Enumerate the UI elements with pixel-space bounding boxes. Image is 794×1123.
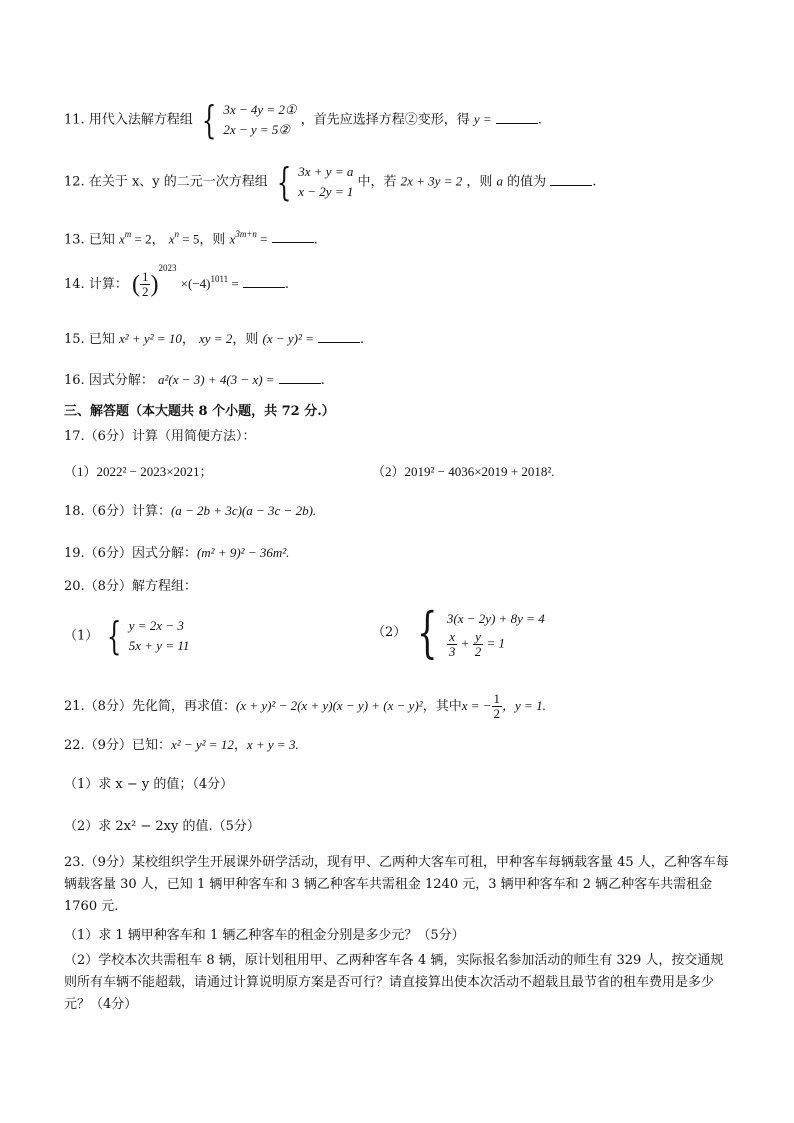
q22-sep: ， [233,738,247,753]
q16-text: 因式分解： [88,373,154,388]
q16-expr: a²(x − 3) + 4(3 − x) = [157,372,275,387]
q14-number: 14. [64,277,85,292]
q11-system: { 3x − 4y = 2① 2x − y = 5② [201,98,297,142]
q21-text2: ，其中 [422,699,462,714]
q14-mid: ×(−4) [180,276,211,291]
q20-p2-frac1-num: x [447,630,458,645]
q20-p1-eq1: y = 2x − 3 [128,618,184,633]
q18-head: 18.（6分）计算： [64,504,171,519]
q15-eq1: x² + y² = 10 [118,331,182,346]
q13-e2: x [168,231,175,247]
q20-p2-eq1: 3(x − 2y) + 8y = 4 [446,610,545,626]
q15-sep: ， [181,332,195,347]
q12-end: . [592,174,597,190]
q14-rhs: = [228,276,239,291]
q20-p1-eq2: 5x + y = 11 [128,638,190,653]
question-14: 14. 计算： ( $\frac{1}{2}$ )$^{2023} \times(-4)^{1011}$ = . [64,262,289,299]
q12-text3: ，则 [466,174,493,190]
q12-text: 在关于 x、y 的二元一次方程组 [88,174,268,190]
answer-blank[interactable] [243,273,285,288]
q20-p2-eq2: $\frac{x}{3}$ + $\frac{y}{2}$ = 1 [448,628,505,659]
q21-fraction-num: 1 [493,691,501,706]
q16-number: 16. [64,373,85,388]
q16-end: . [320,373,325,388]
q12-avar: a [496,173,504,189]
q12-number: 12. [64,174,85,190]
q12-condition: 2x + 3y = 2 [400,173,463,189]
answer-blank[interactable] [496,109,538,124]
question-20-part1 [64,616,189,656]
q13-sep: ， [151,232,165,248]
q11-tail: y = [473,111,492,127]
question-18 [64,502,316,521]
question-19 [64,544,289,563]
q20-p2-rhs: = 1 [483,634,505,650]
q20-p2-label: （2） [372,625,407,640]
q14-fraction [140,270,151,299]
q22-cond1: x² − y² = 12 [170,737,234,752]
q13-end: . [313,232,318,248]
question-15 [64,328,364,349]
question-23-head: 23.（9分）某校组织学生开展课外研学活动，现有甲、乙两种大客车可租，甲种客车每辆载客量 45 人，乙种客车每辆载客量 30 人，已知 1 辆甲种客车和 3 辆乙种客车共需租金 1240 元，3 辆甲种客车和 2 辆乙种客车共需租金 1760 元. [64,855,729,914]
question-22-part2: （2）求 2x² − 2xy 的值.（5分） [64,819,260,834]
q22-head: 22.（9分）已知： [64,738,171,753]
q11-text: 用代入法解方程组 [88,112,193,128]
question-20-part2 [372,601,545,664]
q14-end: . [284,277,289,292]
q11-text2: ，首先应选择方程②变形，得 [300,112,470,128]
question-21 [64,692,546,721]
answer-blank[interactable] [318,328,360,343]
q15-text2: ，则 [232,332,259,347]
q14-text: 计算： [88,277,128,292]
q14-exp1: 2023 [158,262,177,273]
q13-e2-rhs: = 5 [179,231,200,247]
q13-e2-exp: n [174,229,180,239]
q15-eq2: xy = 2 [199,331,233,346]
q13-text: 已知 [88,232,115,248]
q21-yeq: ，y = 1. [502,698,546,713]
q22-cond2: x + y = 3. [246,737,299,752]
q12-eq2: x − 2y = 1 [298,184,354,199]
question-20-head: 20.（8分）解方程组： [64,579,197,594]
q20-p1-label: （1） [64,628,99,644]
question-12 [64,162,596,202]
q13-e1-rhs: = 2 [131,231,152,247]
q11-number: 11. [64,112,85,128]
q12-text4: 的值为 [507,174,547,190]
q13-number: 13. [64,232,85,248]
section-title: 三、解答题（本大题共 8 个小题，共 72 分.） [64,404,335,419]
q19-head: 19.（6分）因式分解： [64,546,197,561]
question-23-part2: （2）学校本次共需租车 8 辆，原计划租用甲、乙两种客车各 4 辆，实际报名参加活动的师生有 329 人，按交通规则所有车辆不能超载，请通过计算说明原方案是否可行？请直接算出使本次活动不超载且最节省的租车费用是多少元？（4分） [64,953,724,1012]
q13-e1-exp: m [124,229,132,239]
question-11 [64,100,542,140]
q12-text2: 中，若 [357,174,397,190]
answer-blank[interactable] [279,369,321,384]
q15-end: . [360,332,365,347]
q14-fraction-den: 2 [141,284,149,299]
q20-p2-system: { 3(x − 2y) + 8y = 4 $\frac{x}{3}$ + $\frac{y}{2}$ = 1 [417,601,545,664]
q20-p2-frac2-num: y [473,630,484,645]
q11-end: . [537,112,542,128]
q13-e1: x [118,231,125,247]
q12-eq1: 3x + y = a [298,164,354,179]
q11-eq1: 3x − 4y = 2① [223,102,297,117]
q21-expr: (x + y)² − 2(x + y)(x − y) + (x − y)² [235,698,423,713]
q21-head: 21.（8分）先化简，再求值： [64,699,236,714]
q20-p2-frac1-den: 3 [448,643,456,659]
answer-blank[interactable] [272,228,314,243]
question-17-part1: （1）2022² − 2023×2021； [64,464,213,479]
q20-p2-frac2-den: 2 [474,643,482,659]
q21-xeq: x = − [461,698,492,713]
q19-expr: (m² + 9)² − 36m². [196,545,290,560]
question-13 [64,226,318,249]
q15-text: 已知 [88,332,115,347]
question-17-head: 17.（6分）计算（用简便方法）： [64,429,256,444]
q15-eq3: (x − y)² = [262,331,314,346]
question-17-part2: （2）2019² − 4036×2019 + 2018². [372,464,555,479]
q20-p1-system: { y = 2x − 3 5x + y = 11 [107,614,190,658]
question-22-part1: （1）求 x − y 的值；（4分） [64,777,234,792]
q15-number: 15. [64,332,85,347]
q13-e3: x [229,231,236,247]
q18-expr: (a − 2b + 3c)(a − 3c − 2b). [170,503,317,518]
q12-system: { 3x + y = a x − 2y = 1 [276,160,354,204]
question-16 [64,369,325,390]
q13-e3-exp: 3m+n [235,229,257,239]
answer-blank[interactable] [550,171,592,186]
q13-text2: ，则 [199,232,226,248]
q21-fraction [492,692,503,721]
q21-fraction-den: 2 [493,706,501,721]
q14-fraction-num: 1 [141,269,149,284]
q11-eq2: 2x − y = 5② [223,122,291,137]
q14-exp2: 1011 [210,273,229,284]
question-22 [64,736,299,755]
q13-e3-rhs: = [256,231,268,247]
question-23-part1: （1）求 1 辆甲种客车和 1 辆乙种客车的租金分别是多少元？（5分） [64,928,465,943]
